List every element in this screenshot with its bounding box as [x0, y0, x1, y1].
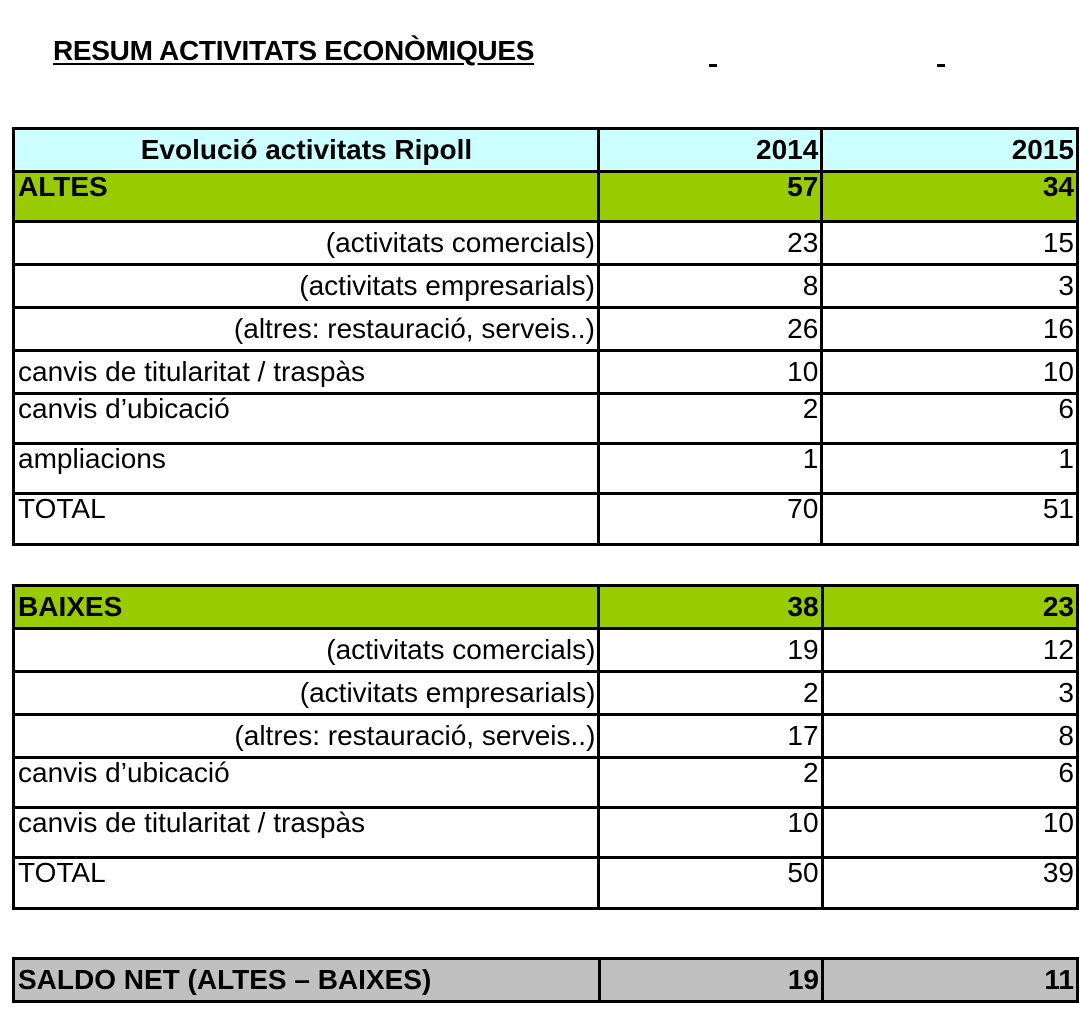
page-title: RESUM ACTIVITATS ECONÒMIQUES	[53, 35, 535, 66]
altes-table	[12, 127, 1079, 546]
row-value: 8	[598, 265, 821, 308]
row-value: 51	[822, 494, 1078, 545]
total-row	[14, 494, 1078, 545]
saldo-row	[14, 959, 1078, 1002]
table-row	[14, 351, 1078, 394]
table-row	[14, 629, 1078, 672]
row-value: 50	[599, 858, 822, 909]
row-label: (altres: restauració, serveis..)	[14, 308, 599, 351]
row-value: 16	[822, 308, 1078, 351]
row-label: canvis de titularitat / traspàs	[14, 351, 599, 394]
row-label: (altres: restauració, serveis..)	[14, 715, 599, 758]
row-label: (activitats comercials)	[14, 629, 599, 672]
row-value: 1	[822, 444, 1078, 494]
row-label: TOTAL	[14, 494, 599, 545]
row-value: 17	[599, 715, 822, 758]
header-year-2015: 2015	[822, 129, 1078, 172]
row-value: 10	[599, 808, 822, 858]
row-label: canvis de titularitat / traspàs	[14, 808, 599, 858]
decorative-dash	[709, 64, 717, 67]
row-label: ampliacions	[14, 444, 599, 494]
baixes-table	[12, 584, 1079, 910]
table-row	[14, 444, 1078, 494]
row-label: canvis d’ubicació	[14, 394, 599, 444]
section-value: 34	[822, 172, 1078, 222]
saldo-value: 19	[600, 959, 823, 1002]
row-value: 12	[822, 629, 1077, 672]
row-label: (activitats comercials)	[14, 222, 599, 265]
row-label: (activitats empresarials)	[14, 265, 599, 308]
section-value: 57	[598, 172, 821, 222]
table-row	[14, 808, 1078, 858]
row-value: 3	[822, 672, 1077, 715]
row-value: 8	[822, 715, 1077, 758]
row-value: 2	[599, 672, 822, 715]
row-value: 1	[598, 444, 821, 494]
row-value: 2	[598, 394, 821, 444]
section-value: 23	[822, 586, 1077, 629]
row-value: 19	[599, 629, 822, 672]
row-value: 10	[598, 351, 821, 394]
table-row	[14, 265, 1078, 308]
row-value: 10	[822, 808, 1077, 858]
saldo-label: SALDO NET (ALTES – BAIXES)	[14, 959, 600, 1002]
row-value: 2	[599, 758, 822, 808]
decorative-dash	[937, 64, 945, 67]
row-value: 23	[598, 222, 821, 265]
row-value: 26	[598, 308, 821, 351]
altes-section-row	[14, 172, 1078, 222]
row-value: 6	[822, 758, 1077, 808]
saldo-value: 11	[822, 959, 1077, 1002]
row-value: 6	[822, 394, 1078, 444]
row-value: 15	[822, 222, 1078, 265]
table-row	[14, 672, 1078, 715]
section-value: 38	[599, 586, 822, 629]
row-label: canvis d’ubicació	[14, 758, 599, 808]
section-label: BAIXES	[14, 586, 599, 629]
row-label: (activitats empresarials)	[14, 672, 599, 715]
row-value: 70	[598, 494, 821, 545]
table-row	[14, 758, 1078, 808]
baixes-section-row	[14, 586, 1078, 629]
header-label: Evolució activitats Ripoll	[14, 129, 599, 172]
row-value: 39	[822, 858, 1077, 909]
table-row	[14, 308, 1078, 351]
total-row	[14, 858, 1078, 909]
table-header-row	[14, 129, 1078, 172]
header-year-2014: 2014	[598, 129, 821, 172]
row-label: TOTAL	[14, 858, 599, 909]
table-row	[14, 394, 1078, 444]
table-row	[14, 222, 1078, 265]
row-value: 3	[822, 265, 1078, 308]
saldo-table	[12, 957, 1079, 1003]
row-value: 10	[822, 351, 1078, 394]
table-row	[14, 715, 1078, 758]
section-label: ALTES	[14, 172, 599, 222]
